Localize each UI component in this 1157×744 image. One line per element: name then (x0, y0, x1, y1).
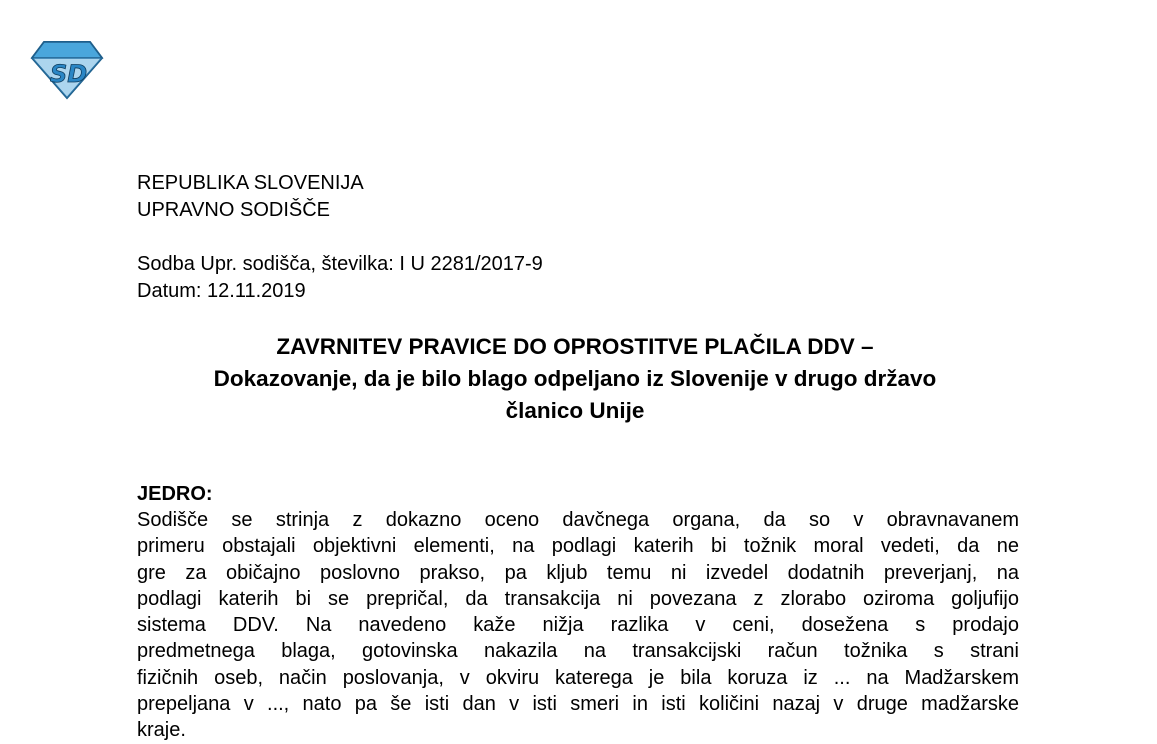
logo-letters: SD (50, 60, 88, 88)
case-meta (137, 251, 543, 305)
body-line: primeru obstajali objektivni elementi, na podlagi katerih bi tožnik moral vedeti, da ne (137, 535, 1019, 558)
body-line: podlagi katerih bi se prepričal, da transakcija ni povezana z zlorabo oziroma goljufijo (137, 587, 1019, 610)
sd-logo-icon (30, 40, 104, 100)
body-line: predmetnega blaga, gotovinska nakazila na transakcijski račun tožnika s strani (137, 640, 1019, 663)
title-line-3: članico Unije (505, 398, 645, 423)
diamond-shield-icon (30, 40, 104, 100)
jedro-body (137, 507, 1019, 744)
document-title (120, 331, 1030, 427)
body-line: sistema DDV. Na navedeno kaže nižja razlika v ceni, dosežena s prodajo (137, 614, 1019, 637)
title-line-1: ZAVRNITEV PRAVICE DO OPROSTITVE PLAČILA DDV – (276, 334, 874, 359)
body-line: gre za običajno poslovno prakso, pa kljub temu ni izvedel dodatnih preverjanj, na (137, 561, 1019, 584)
body-line: prepeljana v ..., nato pa še isti dan v isti smeri in isti količini nazaj v druge madžarske (137, 693, 1019, 716)
body-line: kraje. (137, 719, 186, 742)
header-court: UPRAVNO SODIŠČE (137, 199, 330, 221)
case-number: Sodba Upr. sodišča, številka: I U 2281/2017-9 (137, 253, 543, 275)
header-republic: REPUBLIKA SLOVENIJA (137, 172, 364, 194)
body-line: fizičnih oseb, način poslovanja, v okviru katerega je bila koruza iz ... na Madžarskem (137, 666, 1019, 689)
case-date: Datum: 12.11.2019 (137, 280, 306, 302)
court-header (137, 170, 364, 224)
jedro-heading: JEDRO: (137, 483, 213, 505)
body-line: Sodišče se strinja z dokazno oceno davčnega organa, da so v obravnavanem (137, 509, 1019, 531)
title-line-2: Dokazovanje, da je bilo blago odpeljano iz Slovenije v drugo državo (213, 366, 937, 391)
